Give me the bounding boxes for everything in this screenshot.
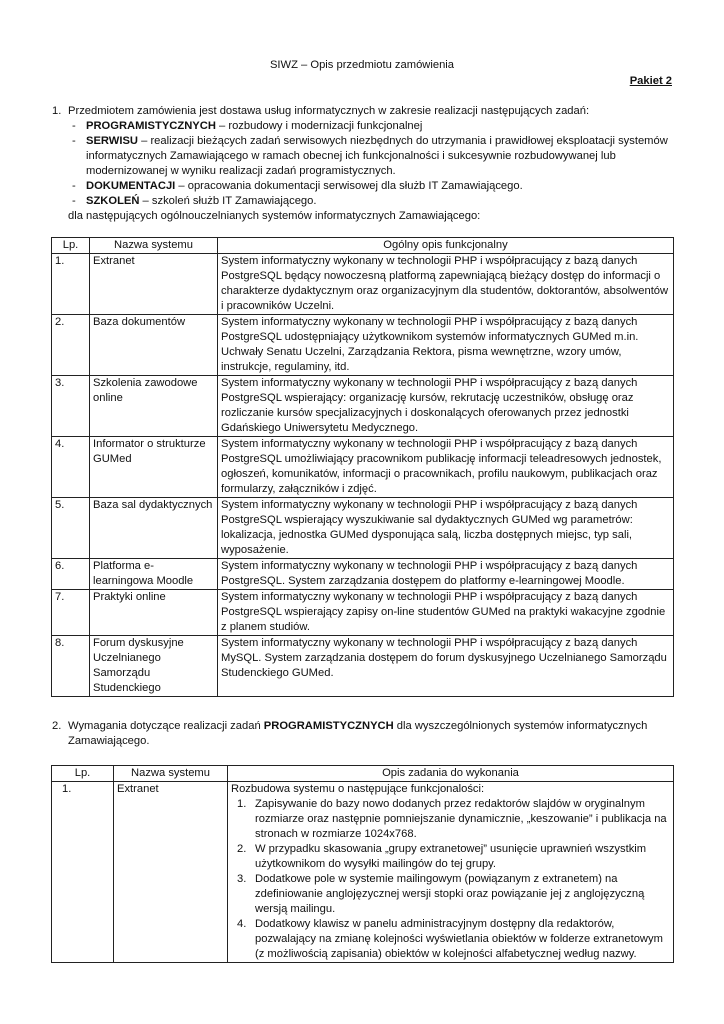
list-item: - DOKUMENTACJI – opracowania dokumentacji serwisowej dla służb IT Zamawiającego.	[72, 180, 523, 192]
item-text: Zapisywanie do bazy nowo dodanych przez redaktorów slajdów w oryginalnym rozmiarze oraz następnie pomniejszanie dynamicznie, „keszowanie” i publikacja na stronach w rozmiarze 1024x768.	[255, 798, 667, 840]
column-header: Nazwa systemu	[90, 238, 218, 254]
list-item: - SERWISU – realizacji bieżących zadań serwisowych niezbędnych do utrzymania i prawidłowej eksploatacji systemów informatycznych Zamawiającego w ramach obecnej ich funkcjonalności i sukcesywnie rozbudowywanej lub modernizowanej w wyniku realizacji zadań programistycznych.	[72, 135, 668, 177]
list-item	[231, 917, 670, 962]
table-header-row	[52, 766, 674, 782]
system-description: System informatyczny wykonany w technologii PHP i współpracujący z bazą danych PostgreSQL umożliwiający pracownikom publikację informacji teleadresowych jednostek, ogłoszeń, komunikatów, informacji o pracownikach, profilu naukowym, publikacjach oraz formularzy, załączników i zdjęć.	[218, 437, 674, 498]
task-intro: Rozbudowa systemu o następujące funkcjonalości:	[231, 783, 485, 795]
item-number: 2.	[237, 843, 247, 855]
system-name: Baza sal dydaktycznych	[90, 498, 218, 559]
task-description	[228, 782, 674, 963]
table-header-row	[52, 238, 674, 254]
bullet-text: – realizacji bieżących zadań serwisowych niezbędnych do utrzymania i prawidłowej eksploatacji systemów informatycznych Zamawiającego w ramach obecnej ich funkcjonalności i sukcesywnie rozbudowywanej lub modernizowanej w wyniku realizacji zadań programistycznych.	[86, 135, 668, 177]
section-1	[52, 104, 672, 224]
system-description: System informatyczny wykonany w technologii PHP i współpracujący z bazą danych PostgreSQL. System zarządzania dostępem do platformy e-learningowej Moodle.	[218, 559, 674, 590]
table-row	[52, 254, 674, 315]
row-number: 5.	[52, 498, 90, 559]
row-number: 7.	[52, 590, 90, 636]
systems-intro: dla następujących ogólnouczelnianych systemów informatycznych Zamawiającego:	[68, 210, 481, 222]
row-number: 6.	[52, 559, 90, 590]
bullet-bold: SERWISU	[86, 135, 139, 147]
row-number: 3.	[52, 376, 90, 437]
section-2-text-b: dla wyszczególnionych systemów informatycznych Zamawiającego.	[68, 720, 648, 747]
system-description: System informatyczny wykonany w technologii PHP i współpracujący z bazą danych PostgreSQL wspierający: organizację kursów, rekrutację uczestników, obsługę oraz rozliczanie kursów specjalizacyjnych i doskonalących oferowanych przez jednostki Gdańskiego Uniwersytetu Medycznego.	[218, 376, 674, 437]
column-header: Lp.	[52, 238, 90, 254]
system-name: Extranet	[90, 254, 218, 315]
table-row	[52, 498, 674, 559]
row-number: 2.	[52, 315, 90, 376]
column-header: Nazwa systemu	[114, 766, 228, 782]
row-number: 4.	[52, 437, 90, 498]
system-description: System informatyczny wykonany w technologii PHP i współpracujący z bazą danych PostgreSQL będący nowoczesną platformą zapewniającą bieżący dostęp do informacji o charakterze dydaktycznym oraz organizacyjnym dla studentów, doktorantów, absolwentów i pracowników Uczelni.	[218, 254, 674, 315]
bullet-bold: DOKUMENTACJI	[86, 180, 176, 192]
system-name: Informator o strukturze GUMed	[90, 437, 218, 498]
item-number: 4.	[237, 918, 247, 930]
column-header: Lp.	[52, 766, 114, 782]
item-text: Dodatkowy klawisz w panelu administracyjnym dostępny dla redaktorów, pozwalający na zmianę kolejności wyświetlania obiektów w folderze extranetowym (z możliwością zapisania) obiektów w kolejności alfabetycznej według nazwy.	[255, 918, 663, 960]
tasks-table	[51, 765, 674, 963]
item-text: W przypadku skasowania „grupy extranetowej” usunięcie uprawnień wszystkim użytkownikom do wysyłki mailingów do tej grupy.	[255, 843, 647, 870]
section-2-text	[68, 719, 672, 749]
column-header: Ogólny opis funkcjonalny	[218, 238, 674, 254]
row-number: 1.	[52, 782, 114, 963]
task-list	[231, 797, 670, 962]
bullet-text: – rozbudowy i modernizacji funkcjonalnej	[215, 120, 423, 132]
systems-table	[51, 237, 674, 697]
list-item: - SZKOLEŃ – szkoleń służb IT Zamawiającego.	[72, 195, 317, 207]
system-description: System informatyczny wykonany w technologii PHP i współpracujący z bazą danych MySQL. System zarządzania dostępem do forum dyskusyjnego Uczelnianego Samorządu Studenckiego GUMed.	[218, 636, 674, 697]
system-name: Forum dyskusyjne Uczelnianego Samorządu Studenckiego	[90, 636, 218, 697]
list-item	[231, 872, 670, 917]
item-number: 3.	[237, 873, 247, 885]
system-name: Platforma e-learningowa Moodle	[90, 559, 218, 590]
bullet-text: – szkoleń służb IT Zamawiającego.	[139, 195, 317, 207]
system-description: System informatyczny wykonany w technologii PHP i współpracujący z bazą danych PostgreSQL udostępniający użytkownikom systemów informatycznych GUMed m.in. Uchwały Senatu Uczelni, Zarządzania Rektora, pisma wewnętrzne, wzory umów, instrukcje, regulaminy, itd.	[218, 315, 674, 376]
bullet-bold: SZKOLEŃ	[86, 195, 140, 207]
column-header: Opis zadania do wykonania	[228, 766, 674, 782]
row-number: 1.	[52, 254, 90, 315]
table-row	[52, 782, 674, 963]
bullet-bold: PROGRAMISTYCZNYCH	[86, 120, 216, 132]
list-item: - PROGRAMISTYCZNYCH – rozbudowy i modernizacji funkcjonalnej	[72, 120, 423, 132]
package-label: Pakiet 2	[629, 75, 672, 87]
system-name: Baza dokumentów	[90, 315, 218, 376]
row-number: 8.	[52, 636, 90, 697]
table-row	[52, 437, 674, 498]
system-name: Extranet	[114, 782, 228, 963]
section-intro: Przedmiotem zamówienia jest dostawa usług informatycznych w zakresie realizacji następujących zadań:	[68, 105, 590, 117]
table-row	[52, 590, 674, 636]
section-2-text-a: Wymagania dotyczące realizacji zadań	[68, 720, 264, 732]
system-description: System informatyczny wykonany w technologii PHP i współpracujący z bazą danych PostgreSQL wspierający wyszukiwanie sal dydaktycznych GUMed wg parametrów: lokalizacja, jednostka GUMed dysponująca salą, liczba dostępnych miejsc, typ sali, wyposażenie.	[218, 498, 674, 559]
table-row	[52, 376, 674, 437]
system-name: Szkolenia zawodowe online	[90, 376, 218, 437]
system-description: System informatyczny wykonany w technologii PHP i współpracujący z bazą danych PostgreSQL wspierający zapisy on-line studentów GUMed na praktyki wakacyjne zgodnie z planem studiów.	[218, 590, 674, 636]
document-title: SIWZ – Opis przedmiotu zamówienia	[269, 59, 455, 71]
table-row	[52, 315, 674, 376]
table-row	[52, 559, 674, 590]
item-text: Dodatkowe pole w systemie mailingowym (powiązanym z extranetem) na zdefiniowanie anglojęzycznej wersji stopki oraz powiązanie jej z anglojęzyczną wersją mailingu.	[255, 873, 645, 915]
section-2-bold: PROGRAMISTYCZNYCH	[263, 720, 394, 732]
section-number: 2.	[52, 720, 62, 732]
table-row	[52, 636, 674, 697]
item-number: 1.	[237, 798, 247, 810]
system-name: Praktyki online	[90, 590, 218, 636]
bullet-text: – opracowania dokumentacji serwisowej dla służb IT Zamawiającego.	[175, 180, 523, 192]
section-number: 1.	[52, 105, 62, 117]
list-item	[231, 842, 670, 872]
section-2	[52, 719, 672, 749]
list-item	[231, 797, 670, 842]
